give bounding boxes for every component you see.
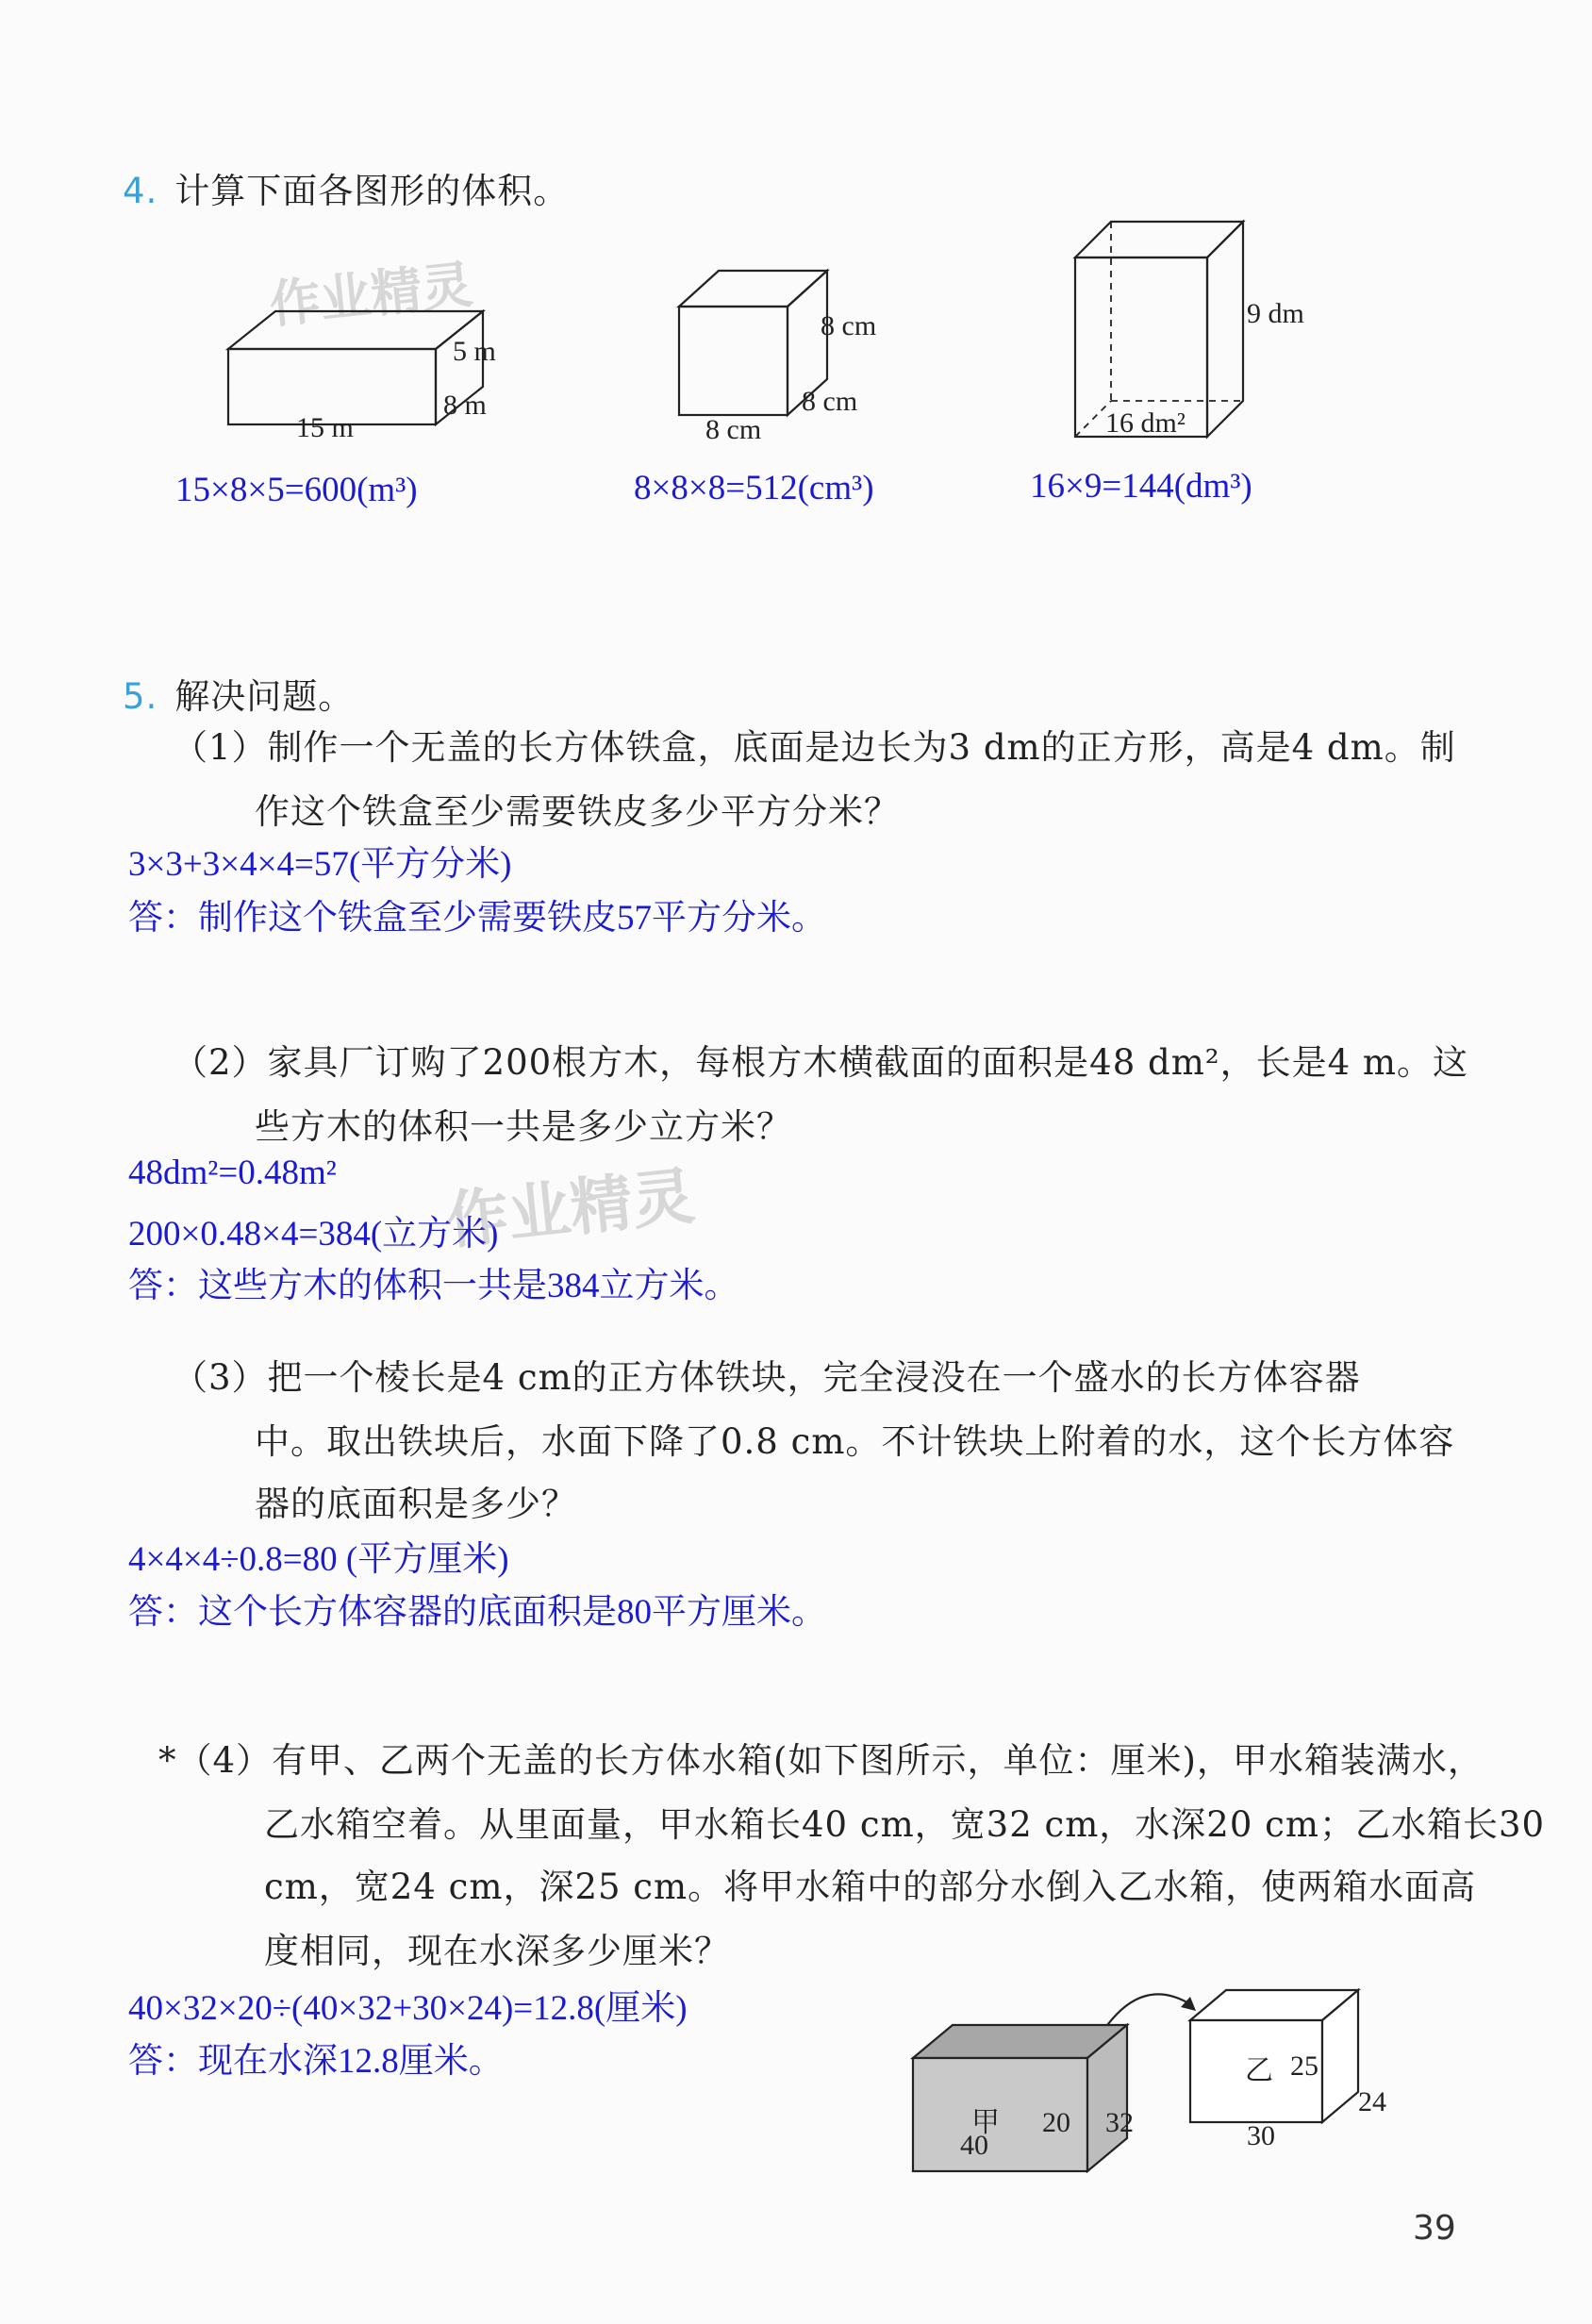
part-3-label: （3） bbox=[173, 1357, 268, 1398]
part-4-calculation: 40×32×20÷(40×32+30×24)=12.8(厘米) bbox=[128, 1989, 688, 2028]
cuboid-1-top-face bbox=[228, 311, 483, 349]
pour-arrowhead bbox=[1181, 1997, 1196, 2011]
cube-top-face bbox=[679, 271, 827, 307]
part-1-line-1 bbox=[173, 715, 1456, 781]
tank-a-height-label: 20 bbox=[1042, 2107, 1070, 2138]
prism-height-label: 9 dm bbox=[1247, 298, 1304, 329]
tank-b-name: 乙 bbox=[1245, 2055, 1273, 2086]
part-4-line-1 bbox=[158, 1728, 1484, 1794]
question-4-text: 计算下面各图形的体积。 bbox=[174, 171, 570, 211]
part-2-calculation-1: 48dm²=0.48m² bbox=[128, 1154, 337, 1192]
part-3-line-2: 中。取出铁块后，水面下降了0.8 cm。不计铁块上附着的水，这个长方体容 bbox=[255, 1421, 1455, 1462]
cube-height-label: 8 cm bbox=[821, 310, 877, 341]
part-3-answer: 答：这个长方体容器的底面积是80平方厘米。 bbox=[128, 1593, 826, 1632]
watermark: 作业精灵 bbox=[266, 254, 476, 336]
prism-figure-3 bbox=[1056, 212, 1339, 448]
part-2-answer: 答：这些方木的体积一共是384立方米。 bbox=[128, 1267, 739, 1305]
cuboid-1-width-label: 8 m bbox=[443, 390, 487, 421]
part-3-line-3: 器的底面积是多少？ bbox=[255, 1484, 577, 1524]
cube-figure-2 bbox=[660, 259, 915, 448]
part-1-label: （1） bbox=[173, 727, 268, 768]
part-2-text-1: 家具厂订购了200根方木，每根方木横截面的面积是48 dm²，长是4 m。这 bbox=[267, 1042, 1468, 1083]
part-4-line-3: cm，宽24 cm，深25 cm。将甲水箱中的部分水倒入乙水箱，使两箱水面高 bbox=[264, 1867, 1477, 1907]
tank-b-width-label: 24 bbox=[1358, 2086, 1386, 2117]
part-1-text-1: 制作一个无盖的长方体铁盒，底面是边长为3 dm的正方形，高是4 dm。制 bbox=[267, 727, 1456, 768]
question-4-number: 4. bbox=[123, 171, 158, 211]
cuboid-1-length-label: 15 m bbox=[296, 412, 354, 443]
figure-3-answer: 16×9=144(dm³) bbox=[1030, 467, 1252, 506]
question-4-title bbox=[123, 162, 569, 213]
tank-a bbox=[913, 2025, 1127, 2171]
page-number: 39 bbox=[1413, 2209, 1456, 2248]
tank-b-height-label: 25 bbox=[1290, 2050, 1318, 2082]
prism-base-area-label: 16 dm² bbox=[1105, 407, 1186, 439]
part-4-text-1: 有甲、乙两个无盖的长方体水箱(如下图所示，单位：厘米)，甲水箱装满水， bbox=[272, 1740, 1484, 1781]
question-5-text: 解决问题。 bbox=[174, 676, 355, 717]
cube-length-label: 8 cm bbox=[705, 414, 762, 445]
tank-a-length-label: 40 bbox=[960, 2130, 988, 2161]
tank-a-width-label: 32 bbox=[1105, 2107, 1134, 2138]
part-4-label: *（4） bbox=[158, 1740, 273, 1781]
tank-b-length-label: 30 bbox=[1247, 2120, 1275, 2151]
part-2-line-1 bbox=[173, 1030, 1468, 1096]
question-5-title bbox=[123, 668, 354, 719]
part-4-line-4: 度相同，现在水深多少厘米？ bbox=[264, 1931, 730, 1971]
watermark-2: 作业精灵 bbox=[442, 1159, 698, 1258]
prism-top-face bbox=[1075, 222, 1243, 257]
part-2-label: （2） bbox=[173, 1042, 268, 1083]
part-3-calculation: 4×4×4÷0.8=80 (平方厘米) bbox=[128, 1540, 509, 1579]
cube-front-face bbox=[679, 307, 788, 415]
part-3-line-1 bbox=[173, 1345, 1361, 1411]
part-1-line-2: 作这个铁盒至少需要铁皮多少平方分米？ bbox=[255, 791, 900, 832]
figure-1-answer: 15×8×5=600(m³) bbox=[175, 471, 418, 509]
pour-arrow bbox=[1105, 1994, 1190, 2028]
figure-2-answer: 8×8×8=512(cm³) bbox=[634, 469, 874, 507]
part-2-line-2: 些方木的体积一共是多少立方米？ bbox=[255, 1106, 792, 1147]
water-tanks-figure bbox=[896, 1952, 1424, 2179]
cuboid-1-height-label: 5 m bbox=[453, 336, 496, 367]
part-1-calculation: 3×3+3×4×4=57(平方分米) bbox=[128, 845, 512, 884]
cuboid-figure-1 bbox=[217, 297, 528, 457]
part-2-calculation-2: 200×0.48×4=384(立方米) bbox=[128, 1215, 499, 1253]
question-5-number: 5. bbox=[123, 676, 158, 717]
tank-a-name: 甲 bbox=[971, 2107, 1000, 2138]
prism-side-face bbox=[1207, 222, 1243, 437]
part-3-text-1: 把一个棱长是4 cm的正方体铁块，完全浸没在一个盛水的长方体容器 bbox=[267, 1357, 1361, 1398]
part-4-line-2: 乙水箱空着。从里面量，甲水箱长40 cm，宽32 cm，水深20 cm；乙水箱长30 bbox=[264, 1804, 1546, 1845]
cube-width-label: 8 cm bbox=[802, 386, 858, 417]
part-1-answer: 答：制作这个铁盒至少需要铁皮57平方分米。 bbox=[128, 899, 826, 938]
part-4-answer: 答：现在水深12.8厘米。 bbox=[128, 2042, 504, 2081]
tank-b bbox=[1190, 1990, 1358, 2122]
